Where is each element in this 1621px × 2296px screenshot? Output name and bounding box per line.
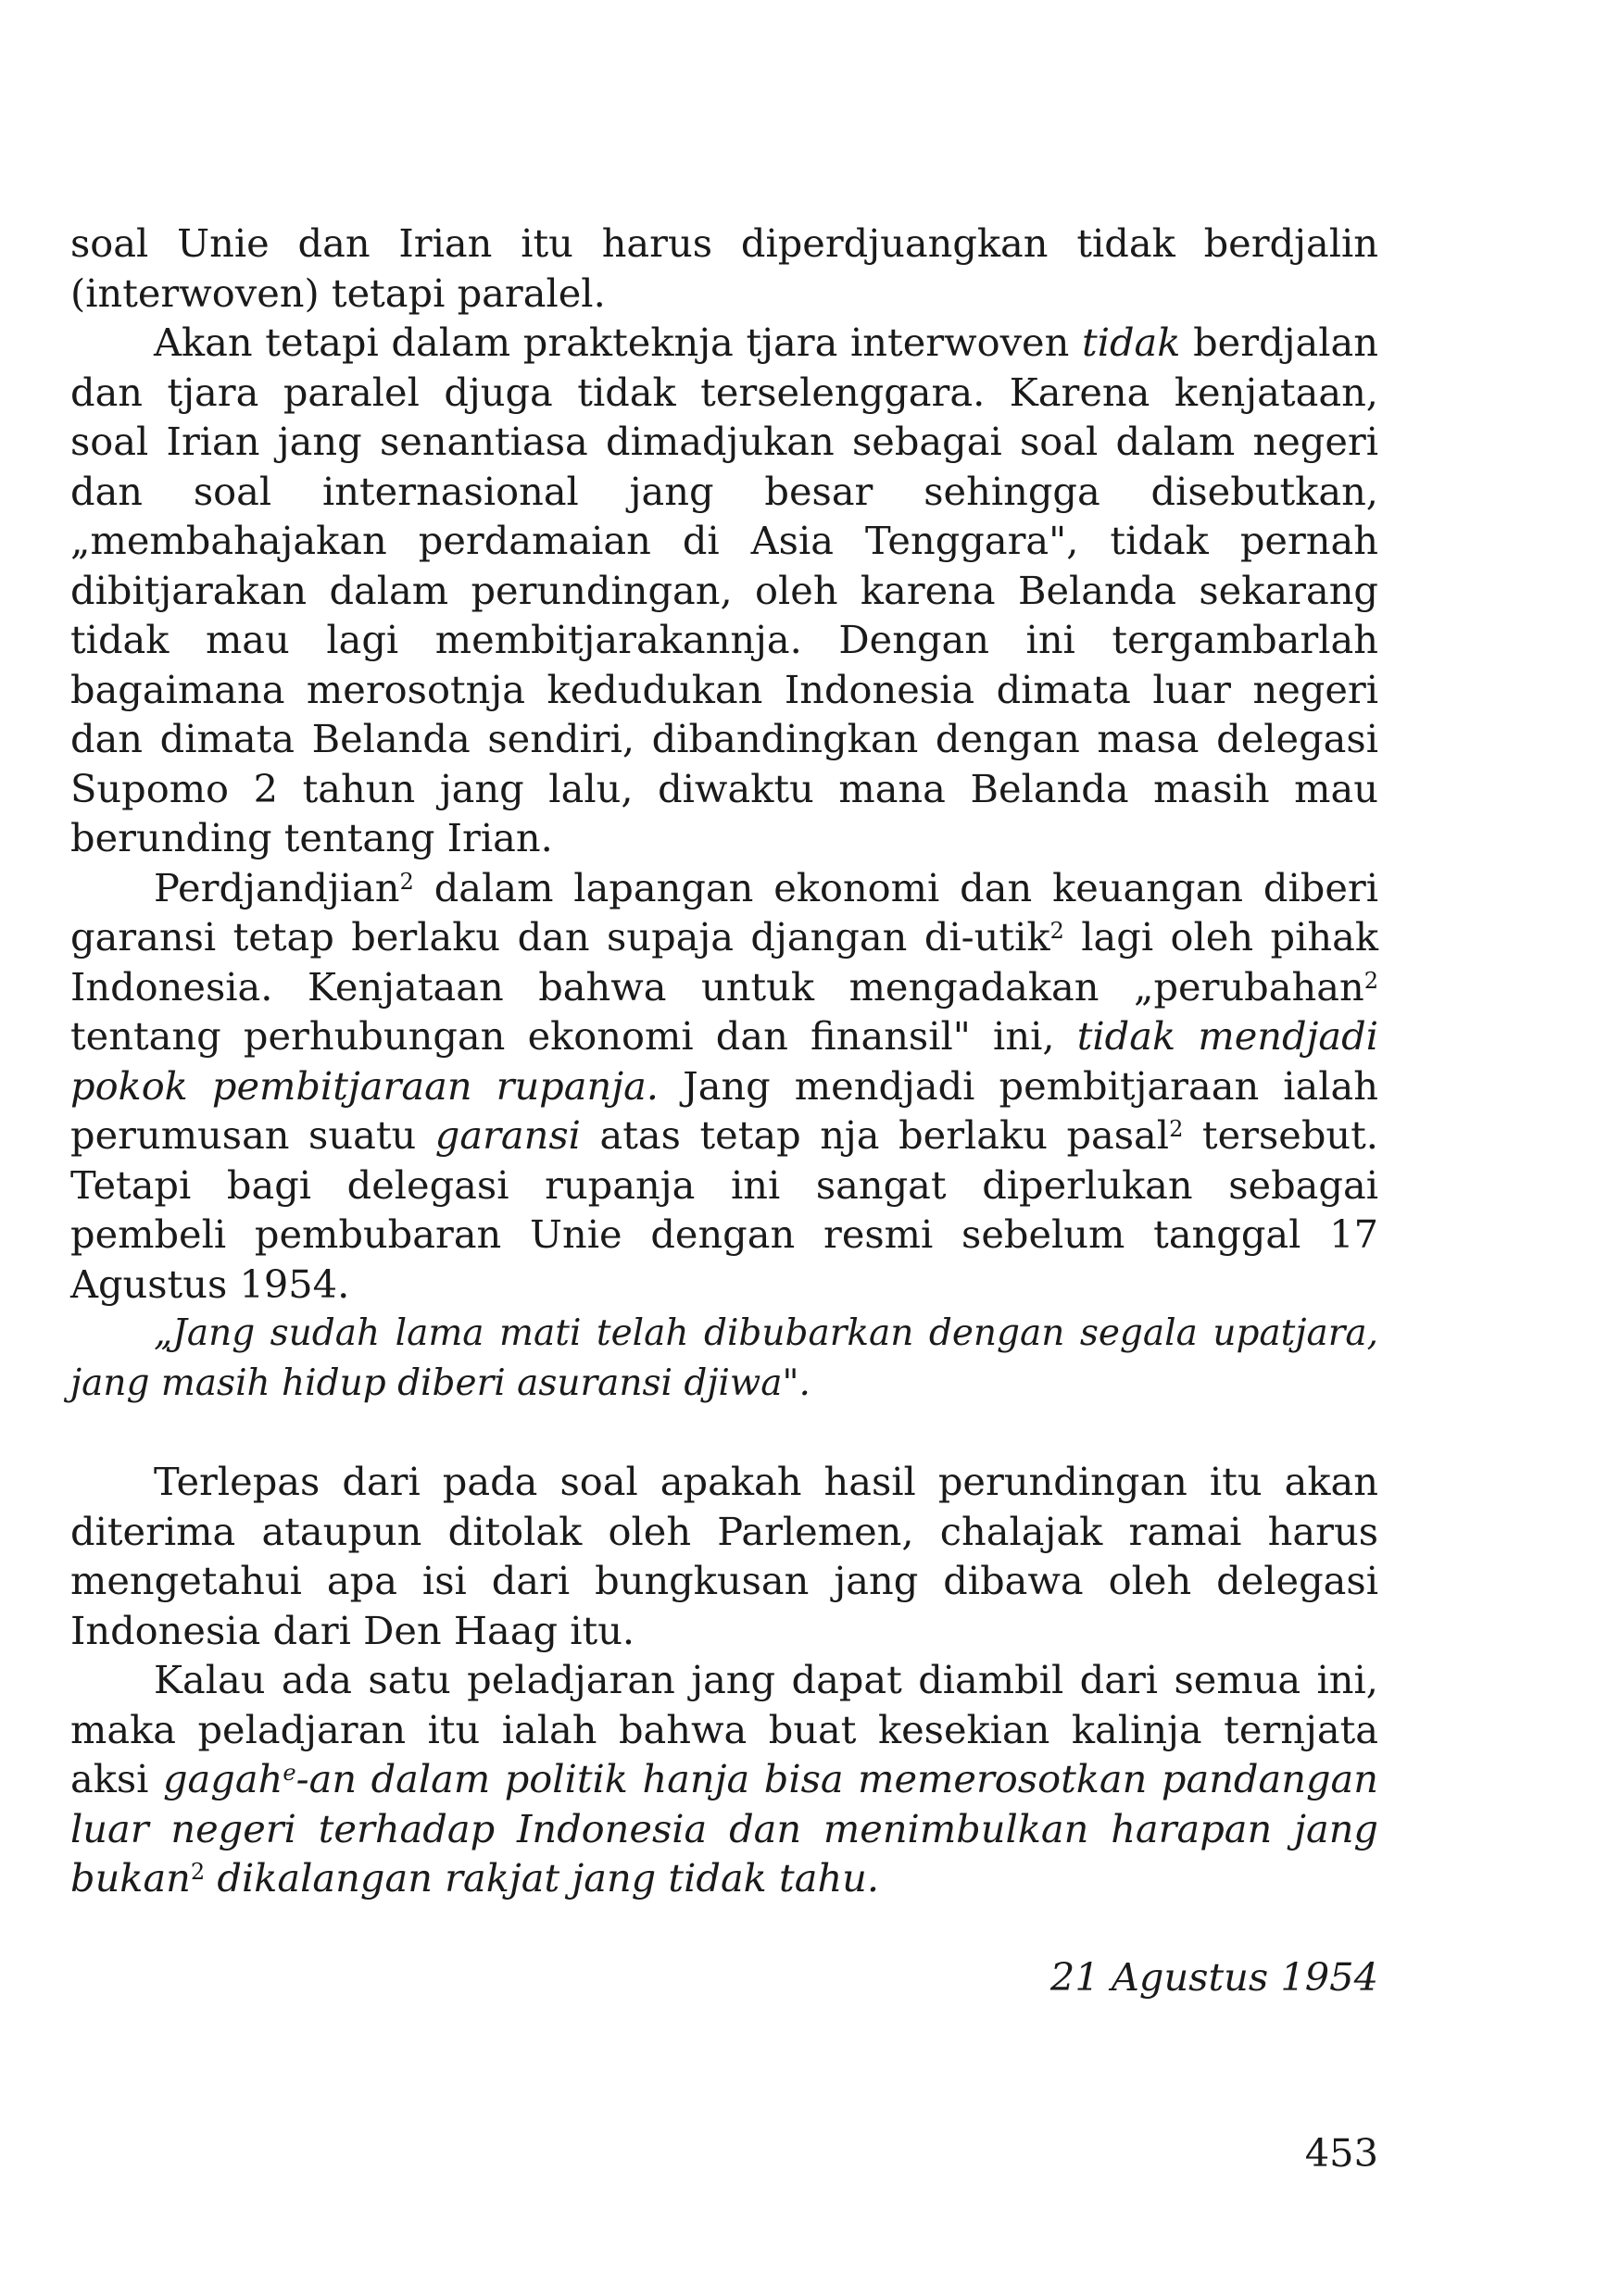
paragraph-3-text-c: lagi oleh pihak Indonesia. Kenjataan bahwa untuk mengadakan „perubahan bbox=[70, 914, 1378, 1010]
paragraph-3-text-f: Jang mendjadi pembitjaraan ialah perumusan suatu bbox=[70, 1062, 1378, 1158]
paragraph-2-italic-tidak: tidak bbox=[1082, 320, 1181, 365]
paragraph-5-italic-c: -an dalam politik hanja bisa memerosotkan pandangan luar negeri terhadap Indonesia dan menimbulkan harapan jang bukan bbox=[70, 1756, 1378, 1901]
paragraph-3-text-i: tersebut. Tetapi bagi delegasi rupanja ini sangat diperlukan sebagai pembeli pembubaran Unie dengan resmi sebelum tanggal 17 Agustus 1954. bbox=[70, 1112, 1378, 1307]
paragraph-5 bbox=[70, 1655, 1378, 1903]
paragraph-3-text-d: tentang perhubungan ekonomi dan finansil" ini, bbox=[70, 1013, 1077, 1059]
paragraph-4-text: Terlepas dari pada soal apakah hasil perundingan itu akan diterima ataupun ditolak oleh Parlemen, chalajak ramai harus mengetahui apa isi dari bungkusan jang dibawa oleh delegasi Indonesia dari Den Haag itu. bbox=[70, 1459, 1378, 1653]
block-quote bbox=[70, 1309, 1378, 1408]
paragraph-5-text-a: Kalau ada satu peladjaran jang dapat diambil dari semua ini, maka peladjaran itu ialah bahwa buat kesekian kalinja ternjata aksi bbox=[70, 1657, 1378, 1801]
paragraph-3-text-b: dalam lapangan ekonomi dan keuangan diberi garansi tetap berlaku dan supaja djangan di-utik bbox=[70, 864, 1378, 960]
paragraph-5-italic-d: dikalangan rakjat jang tidak tahu. bbox=[205, 1855, 880, 1901]
paragraph-3-italic-e: tidak mendjadi pokok pembitjaraan rupanja. bbox=[70, 1013, 1378, 1109]
superscript-2: 2 bbox=[190, 1858, 206, 1885]
block-quote-text: „Jang sudah lama mati telah dibubarkan dengan segala upatjara, jang masih hidup diberi asuransi djiwa". bbox=[70, 1312, 1378, 1404]
paragraph-3-text-h: atas tetap nja berlaku pasal bbox=[580, 1112, 1170, 1158]
paragraph-1 bbox=[70, 219, 1378, 318]
superscript-2: 2 bbox=[1169, 1115, 1184, 1142]
paragraph-2-text-a: Akan tetapi dalam prakteknja tjara interwoven bbox=[154, 320, 1083, 365]
superscript-e: e bbox=[283, 1759, 296, 1786]
paragraph-2 bbox=[70, 318, 1378, 863]
date-line bbox=[70, 1952, 1378, 2002]
paragraph-3-text-a: Perdjandjian bbox=[154, 864, 400, 910]
superscript-2: 2 bbox=[399, 868, 414, 895]
paragraph-3 bbox=[70, 863, 1378, 1310]
paragraph-1-text: soal Unie dan Irian itu harus diperdjuangkan tidak berdjalin (interwoven) tetapi paralel. bbox=[70, 220, 1378, 316]
paragraph-3-italic-garansi: garansi bbox=[434, 1112, 581, 1158]
page-body bbox=[70, 219, 1378, 2001]
paragraph-2-text-c: berdjalan dan tjara paralel djuga tidak terselenggara. Karena kenjataan, soal Irian jang senantiasa dimadjukan sebagai soal dalam negeri dan soal internasional jang besar sehingga disebutkan, „membahajakan perdamaian di Asia Tenggara", tidak pernah dibitjarakan dalam perundingan, oleh karena Belanda sekarang tidak mau lagi membitjarakannja. Dengan ini tergambarlah bagaimana merosotnja kedudukan Indonesia dimata luar negeri dan dimata Belanda sendiri, dibandingkan dengan masa delegasi Supomo 2 tahun jang lalu, diwaktu mana Belanda masih mau berunding tentang Irian. bbox=[70, 320, 1378, 860]
superscript-2: 2 bbox=[1049, 917, 1064, 944]
page-number: 453 bbox=[1304, 2130, 1378, 2176]
paragraph-4 bbox=[70, 1457, 1378, 1655]
superscript-2: 2 bbox=[1363, 967, 1378, 994]
date-text: 21 Agustus 1954 bbox=[1049, 1953, 1378, 2000]
paragraph-5-italic-gagah: gagah bbox=[162, 1756, 283, 1801]
